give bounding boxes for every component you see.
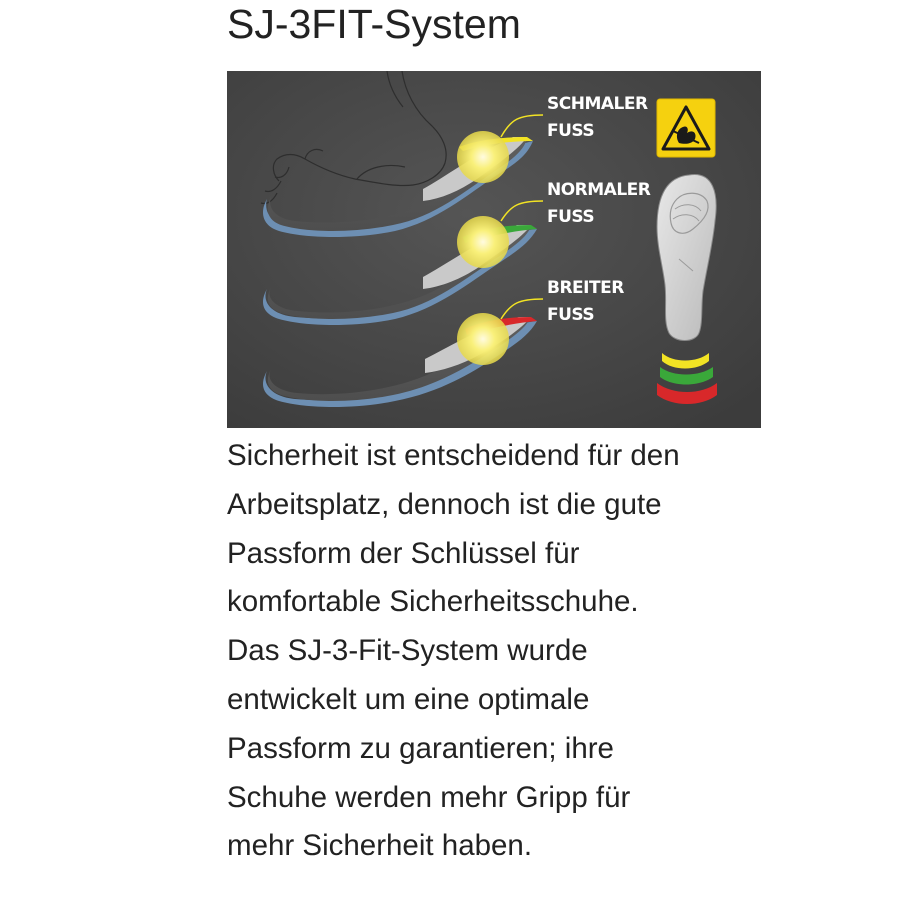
description-paragraph — [227, 432, 787, 871]
fit-label-wide-line2: FUSS — [547, 305, 595, 325]
page-title: SJ-3FIT-System — [227, 1, 521, 47]
glow-normal — [457, 216, 509, 268]
fit-label-wide — [547, 275, 624, 329]
description-line: mehr Sicherheit haben. — [227, 829, 533, 863]
description-line: Passform der Schlüssel für — [227, 536, 580, 570]
fit-label-narrow-line1: SCHMALER — [547, 94, 648, 114]
insole-diagram — [227, 71, 761, 428]
glow-narrow — [457, 131, 509, 183]
description-line: Schuhe werden mehr Gripp für — [227, 780, 631, 814]
description-line: Passform zu garantieren; ihre — [227, 731, 614, 765]
fit-system-illustration — [227, 71, 761, 428]
fit-label-normal-line2: FUSS — [547, 207, 595, 227]
fit-label-normal — [547, 177, 650, 231]
description-line: entwickelt um eine optimale — [227, 682, 590, 716]
description-line: Das SJ-3-Fit-System wurde — [227, 634, 588, 668]
fit-label-narrow — [547, 91, 648, 145]
fit-label-normal-line1: NORMALER — [547, 180, 651, 200]
description-line: Arbeitsplatz, dennoch ist die gute — [227, 487, 662, 521]
glow-wide — [457, 313, 509, 365]
esd-warning-icon — [657, 99, 715, 157]
fit-label-narrow-line2: FUSS — [547, 121, 595, 141]
fit-label-wide-line1: BREITER — [547, 278, 624, 298]
description-line: Sicherheit ist entscheidend für den — [227, 439, 680, 472]
description-line: komfortable Sicherheitsschuhe. — [227, 585, 639, 619]
